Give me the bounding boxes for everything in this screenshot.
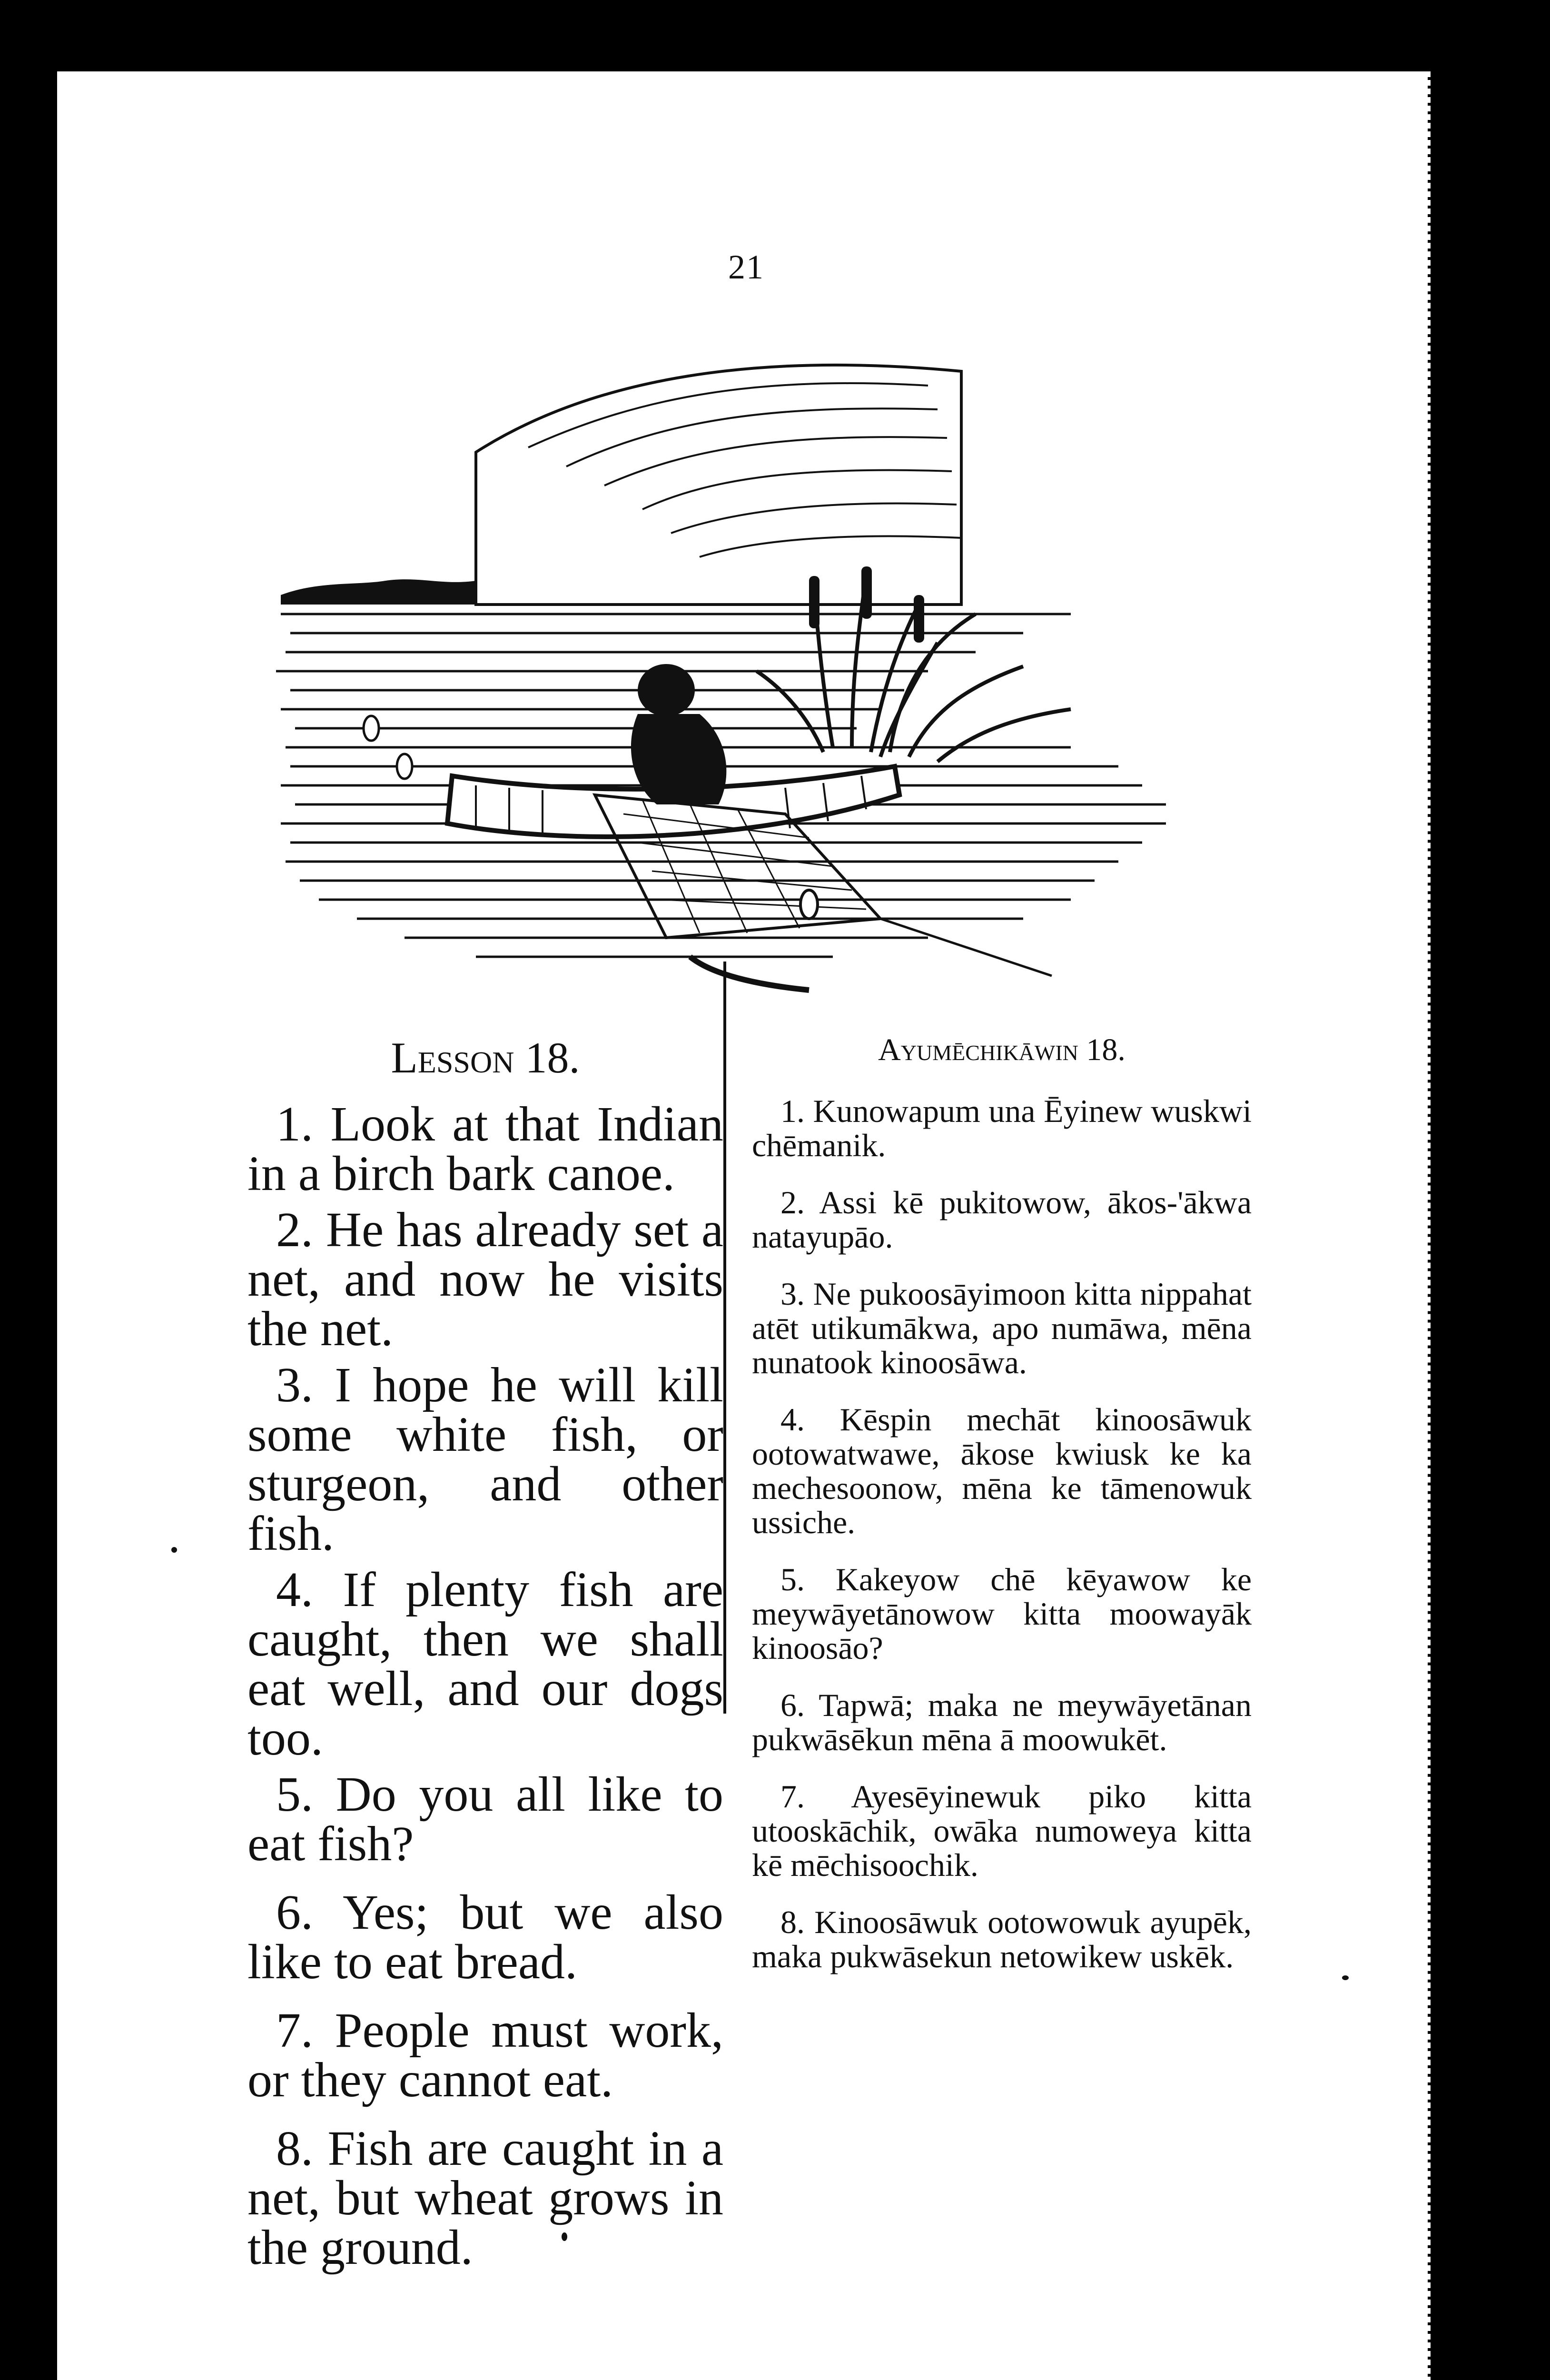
- cree-paragraph-7: 7. Ayesēyinewuk piko kitta utooskāchik, owāka numoweya kitta kē mēchisoochik.: [752, 1778, 1252, 1883]
- cree-paragraph-5: 5. Kakeyow chē kēyawow ke meywāyetānowow kitta moowayāk kinoosāo?: [752, 1561, 1252, 1666]
- lesson-heading-cree: Ayumēchikāwin 18.: [878, 1032, 1125, 1067]
- english-paragraph-2: 2. He has already set a net, and now he visits the net.: [247, 1202, 723, 1356]
- english-paragraph-7: 7. People must work, or they cannot eat.: [247, 2003, 723, 2107]
- scan-speck: [171, 1547, 177, 1553]
- canoe-fishing-engraving-icon: [262, 357, 1237, 1014]
- english-paragraph-8: 8. Fish are caught in a net, but wheat grows in the ground.: [247, 2121, 723, 2275]
- lesson-heading-english: Lesson 18.: [391, 1033, 580, 1082]
- cree-paragraph-2: 2. Assi kē pukitowow, ākos-'ākwa natayupāo.: [752, 1184, 1252, 1255]
- column-divider: [723, 962, 726, 1714]
- english-paragraph-5: 5. Do you all like to eat fish?: [247, 1767, 723, 1871]
- scan-speck: [1342, 1975, 1349, 1980]
- english-paragraph-4: 4. If plenty fish are caught, then we shall eat well, and our dogs too.: [247, 1562, 723, 1765]
- book-page: [57, 71, 1428, 2380]
- cree-paragraph-4: 4. Kēspin mechāt kinoosāwuk ootowatwawe, ākose kwiusk ke ka mechesoonow, mēna ke tāmenowuk ussiche.: [752, 1401, 1252, 1540]
- cree-paragraph-1: 1. Kunowapum una Ēyinew wuskwi chēmanik.: [752, 1093, 1252, 1163]
- binding-edge: [1428, 71, 1447, 2380]
- scan-speck: [562, 2232, 567, 2241]
- cree-paragraph-6: 6. Tapwā; maka ne meywāyetānan pukwāsēkun mēna ā moowukēt.: [752, 1687, 1252, 1757]
- cree-paragraph-3: 3. Ne pukoosāyimoon kitta nippahat atēt utikumākwa, apo numāwa, mēna nunatook kinoosāwa.: [752, 1276, 1252, 1380]
- cree-column: [752, 1033, 1252, 1996]
- english-paragraph-1: 1. Look at that Indian in a birch bark canoe.: [247, 1097, 723, 1201]
- english-paragraph-6: 6. Yes; but we also like to eat bread.: [247, 1885, 723, 1989]
- cree-paragraph-8: 8. Kinoosāwuk ootowowuk ayupēk, maka pukwāsekun netowikew uskēk.: [752, 1904, 1252, 1974]
- english-column: [247, 1033, 723, 2279]
- english-paragraph-3: 3. I hope he will kill some white fish, or sturgeon, and other fish.: [247, 1358, 723, 1561]
- page-number: 21: [728, 248, 764, 286]
